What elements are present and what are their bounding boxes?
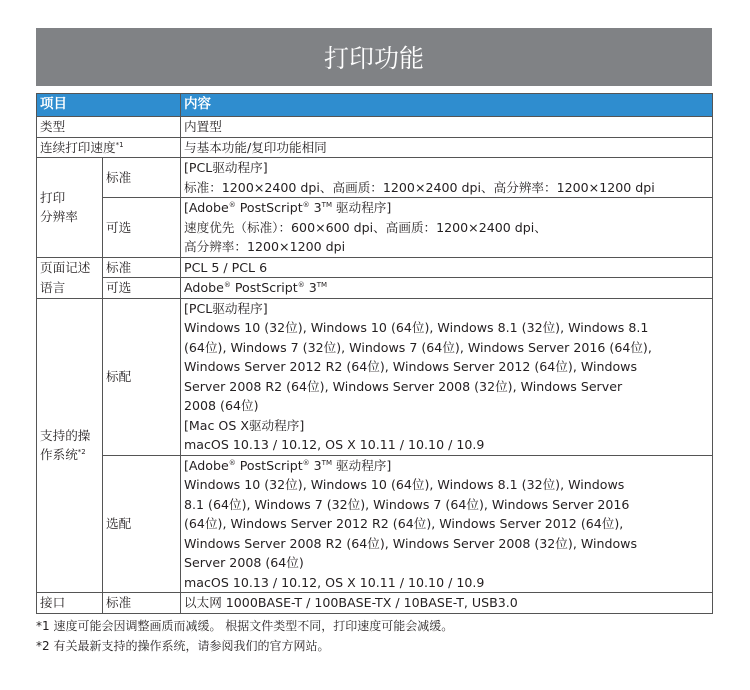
page-title-text: 打印功能: [323, 44, 424, 73]
row-label-os: 支持的操 作系统$^{*2}$: [37, 298, 103, 593]
print-spec-table: [36, 93, 713, 614]
footnote-2: *2 有关最新支持的操作系统，请参阅我们的官方网站。: [36, 639, 330, 653]
row-label-type: 类型: [37, 117, 181, 138]
footnote-mark: *1: [115, 140, 124, 149]
table-row: [37, 257, 713, 278]
row-label-speed: 连续打印速度$^{*1}$: [37, 137, 181, 158]
sub-label-standard: 标准: [103, 593, 181, 614]
sub-label-optional: 选配: [103, 455, 181, 593]
footnote-mark: *2: [77, 448, 86, 457]
pdl-optional-value: Adobe® PostScript® 3™: [181, 278, 713, 299]
row-label-interface: 接口: [37, 593, 103, 614]
table-row: [37, 137, 713, 158]
footnotes: [36, 616, 712, 656]
table-row: [37, 298, 713, 455]
sub-label-standard: 标准: [103, 158, 181, 198]
row-value-type: 内置型: [181, 117, 713, 138]
page-title: [36, 28, 712, 86]
footnote-1: *1 速度可能会因调整画质而减缓。 根据文件类型不同，打印速度可能会减缓。: [36, 619, 454, 633]
row-value-speed: 与基本功能/复印功能相同: [181, 137, 713, 158]
sub-label-optional: 可选: [103, 278, 181, 299]
table-row: [37, 158, 713, 198]
row-label-resolution: 打印 分辨率: [37, 158, 103, 258]
table-header-row: [37, 94, 713, 117]
interface-value: 以太网 1000BASE-T / 100BASE-TX / 10BASE-T, USB3.0: [181, 593, 713, 614]
sub-label-standard: 标配: [103, 298, 181, 455]
os-optional-content: [Adobe® PostScript® 3™ 驱动程序] Windows 10 (32位), Windows 10 (64位), Windows 8.1 (32位), Windows 8.1 (64位), Windows 7 (32位), Windows 7 (64位), Windows Server 2016 (64位), Windows Server 2012 R2 (64位), Windows Server 2012 (64位), Windows Server 2008 R2 (64位), Windows Server 2008 (32位), Windows Server 2008 (64位) macOS 10.13 / 10.12, OS X 10.11 / 10.10 / 10.9: [181, 455, 713, 593]
sub-label-standard: 标准: [103, 257, 181, 278]
os-standard-content: [PCL驱动程序] Windows 10 (32位), Windows 10 (64位), Windows 8.1 (32位), Windows 8.1 (64位), Windows 7 (32位), Windows 7 (64位), Windows Server 2016 (64位), Windows Server 2012 R2 (64位), Windows Server 2012 (64位), Windows Server 2008 R2 (64位), Windows Server 2008 (32位), Windows Server 2008 (64位) [Mac OS X驱动程序] macOS 10.13 / 10.12, OS X 10.11 / 10.10 / 10.9: [181, 298, 713, 455]
header-content: 内容: [181, 94, 713, 117]
resolution-optional-content: [Adobe® PostScript® 3™ 驱动程序] 速度优先（标准）：600×600 dpi、高画质：1200×2400 dpi、 高分辨率：1200×1200 dpi: [181, 198, 713, 258]
table-row: [37, 278, 713, 299]
table-row: [37, 593, 713, 614]
table-row: [37, 198, 713, 258]
sub-label-optional: 可选: [103, 198, 181, 258]
pdl-standard-value: PCL 5 / PCL 6: [181, 257, 713, 278]
resolution-standard-content: [PCL驱动程序] 标准：1200×2400 dpi、高画质：1200×2400 dpi、高分辨率：1200×1200 dpi: [181, 158, 713, 198]
header-item: 项目: [37, 94, 181, 117]
table-row: [37, 117, 713, 138]
row-label-pdl: 页面记述 语言: [37, 257, 103, 298]
table-row: [37, 455, 713, 593]
